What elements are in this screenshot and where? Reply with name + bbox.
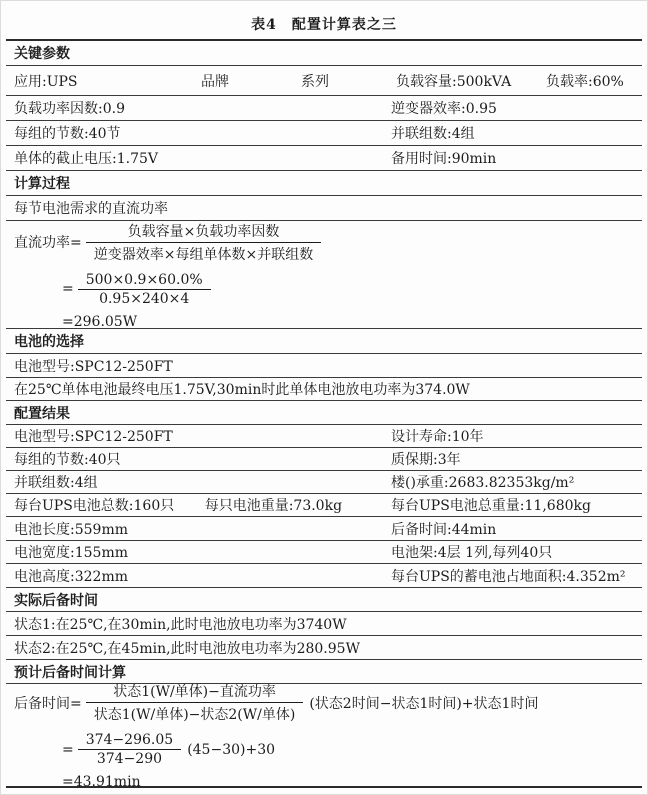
config-row-battery-height	[6, 564, 642, 588]
battery-model-row	[6, 354, 642, 378]
series-label: 系列	[301, 73, 329, 90]
fraction-numerator: 状态1(W/单体)−直流功率	[113, 684, 276, 700]
battery-count-and-weight	[6, 495, 391, 515]
backup-time-formula-line-1	[14, 680, 642, 725]
section-actual-backup	[6, 588, 642, 612]
config-row-battery-totals	[6, 494, 642, 517]
dc-power-formula-result: =296.05W	[62, 313, 138, 330]
equals-sign: =	[62, 741, 74, 758]
backup-time-formula-line-2	[62, 731, 642, 768]
load-rate-value: 负载率:60%	[546, 73, 624, 90]
dc-power-formula-line-2	[62, 271, 642, 308]
dc-power-formula-label: 直流功率=	[14, 235, 82, 251]
cutoff-voltage-value: 单体的截止电压:1.75V	[14, 151, 158, 167]
backup-time-fraction-numeric	[78, 731, 181, 768]
section-battery-selection	[6, 329, 642, 354]
battery-length-value: 电池长度:559mm	[14, 521, 128, 538]
parallel-groups-value: 并联组数:4组	[391, 126, 475, 142]
config-row-battery-length	[6, 517, 642, 541]
backup-time-formula-label: 后备时间=	[14, 695, 82, 712]
key-params-row-2	[6, 96, 642, 121]
design-life-value: 设计寿命:10年	[391, 429, 484, 445]
section-actual-backup-label: 实际后备时间	[14, 592, 98, 609]
state1-row	[6, 612, 642, 636]
section-calc-process	[6, 171, 642, 196]
section-config-result-label: 配置结果	[14, 405, 70, 422]
dc-power-fraction-numeric	[78, 271, 211, 308]
backup-time-formula-result: =43.91min	[62, 774, 141, 790]
floor-load-value: 楼()承重:2683.82353kg/m²	[391, 475, 575, 491]
battery-width-value: 电池宽度:155mm	[14, 545, 128, 561]
fraction-denominator: 374−290	[78, 749, 181, 768]
section-calc-process-label: 计算过程	[14, 176, 70, 192]
battery-height-value: 电池高度:322mm	[14, 568, 128, 585]
battery-rack-value: 电池架:4层 1列,每列40只	[391, 545, 553, 561]
dc-power-subtitle: 每节电池需求的直流功率	[14, 201, 168, 217]
fraction-denominator: 状态1(W/单体)−状态2(W/单体)	[86, 702, 304, 725]
footprint-area-value: 每台UPS的蓄电池占地面积:4.352m²	[391, 568, 626, 585]
config-row-cells-per-group	[6, 448, 642, 471]
inverter-efficiency-value: 逆变器效率:0.95	[391, 101, 497, 117]
dc-power-formula-line-1	[14, 220, 642, 265]
fraction-denominator: 逆变器效率×每组单体数×并联组数	[86, 242, 321, 265]
config-row-battery-model	[6, 425, 642, 448]
key-params-row-4	[6, 146, 642, 171]
section-key-params	[6, 41, 642, 66]
fraction-numerator: 500×0.9×60.0%	[85, 271, 203, 288]
state1-value: 状态1:在25℃,在30min,此时电池放电功率为3740W	[14, 616, 347, 633]
battery-total-weight-value: 每台UPS电池总重量:11,680kg	[391, 498, 591, 514]
battery-model-value: 电池型号:SPC12-250FT	[14, 429, 173, 445]
dc-power-fraction-symbolic	[86, 220, 321, 265]
config-row-parallel-groups	[6, 471, 642, 494]
brand-label: 品牌	[201, 73, 229, 90]
fraction-denominator: 0.95×240×4	[78, 289, 211, 308]
state2-row	[6, 636, 642, 660]
state2-value: 状态2:在25℃,在45min,此时电池放电功率为280.95W	[14, 640, 360, 657]
battery-model-value: 电池型号:SPC12-250FT	[14, 358, 173, 375]
cells-per-group-value: 每组的节数:40节	[14, 126, 121, 142]
warranty-value: 质保期:3年	[391, 452, 461, 468]
fraction-numerator: 374−296.05	[85, 732, 174, 748]
key-params-row-3	[6, 121, 642, 146]
backup-time-fraction-symbolic	[86, 680, 304, 725]
key-params-row-1	[6, 66, 642, 96]
cells-per-group-value: 每组的节数:40只	[14, 452, 121, 468]
load-power-factor-value: 负载功率因数:0.9	[14, 101, 125, 117]
battery-unit-weight-value: 每只电池重量:73.0kg	[204, 498, 343, 514]
backup-time-value: 备用时间:90min	[391, 151, 497, 167]
section-battery-selection-label: 电池的选择	[14, 334, 84, 350]
config-row-battery-width	[6, 541, 642, 564]
backup-time-numeric-tail: (45−30)+30	[187, 741, 276, 758]
application-value: 应用:UPS	[14, 73, 78, 90]
load-capacity-value: 负载容量:500kVA	[396, 73, 512, 90]
section-config-result	[6, 401, 642, 425]
calc-process-subtitle-row	[6, 196, 642, 221]
backup-time-result-value: 后备时间:44min	[391, 521, 497, 538]
battery-selection-note-row	[6, 378, 642, 401]
battery-total-count-value: 每台UPS电池总数:160只	[14, 498, 175, 514]
backup-time-formula-block	[6, 684, 642, 788]
parallel-groups-value: 并联组数:4组	[14, 475, 98, 491]
backup-time-formula-tail: (状态2时间−状态1时间)+状态1时间	[309, 695, 539, 712]
equals-sign: =	[62, 281, 74, 297]
fraction-numerator: 负载容量×负载功率因数	[127, 223, 280, 240]
battery-selection-note: 在25℃单体电池最终电压1.75V,30min时此单体电池放电功率为374.0W	[14, 382, 470, 398]
section-estimated-backup-label: 预计后备时间计算	[14, 664, 126, 681]
table-title: 表4 配置计算表之三	[6, 9, 642, 41]
section-key-params-label: 关键参数	[14, 46, 70, 62]
dc-power-formula-block	[6, 221, 642, 329]
